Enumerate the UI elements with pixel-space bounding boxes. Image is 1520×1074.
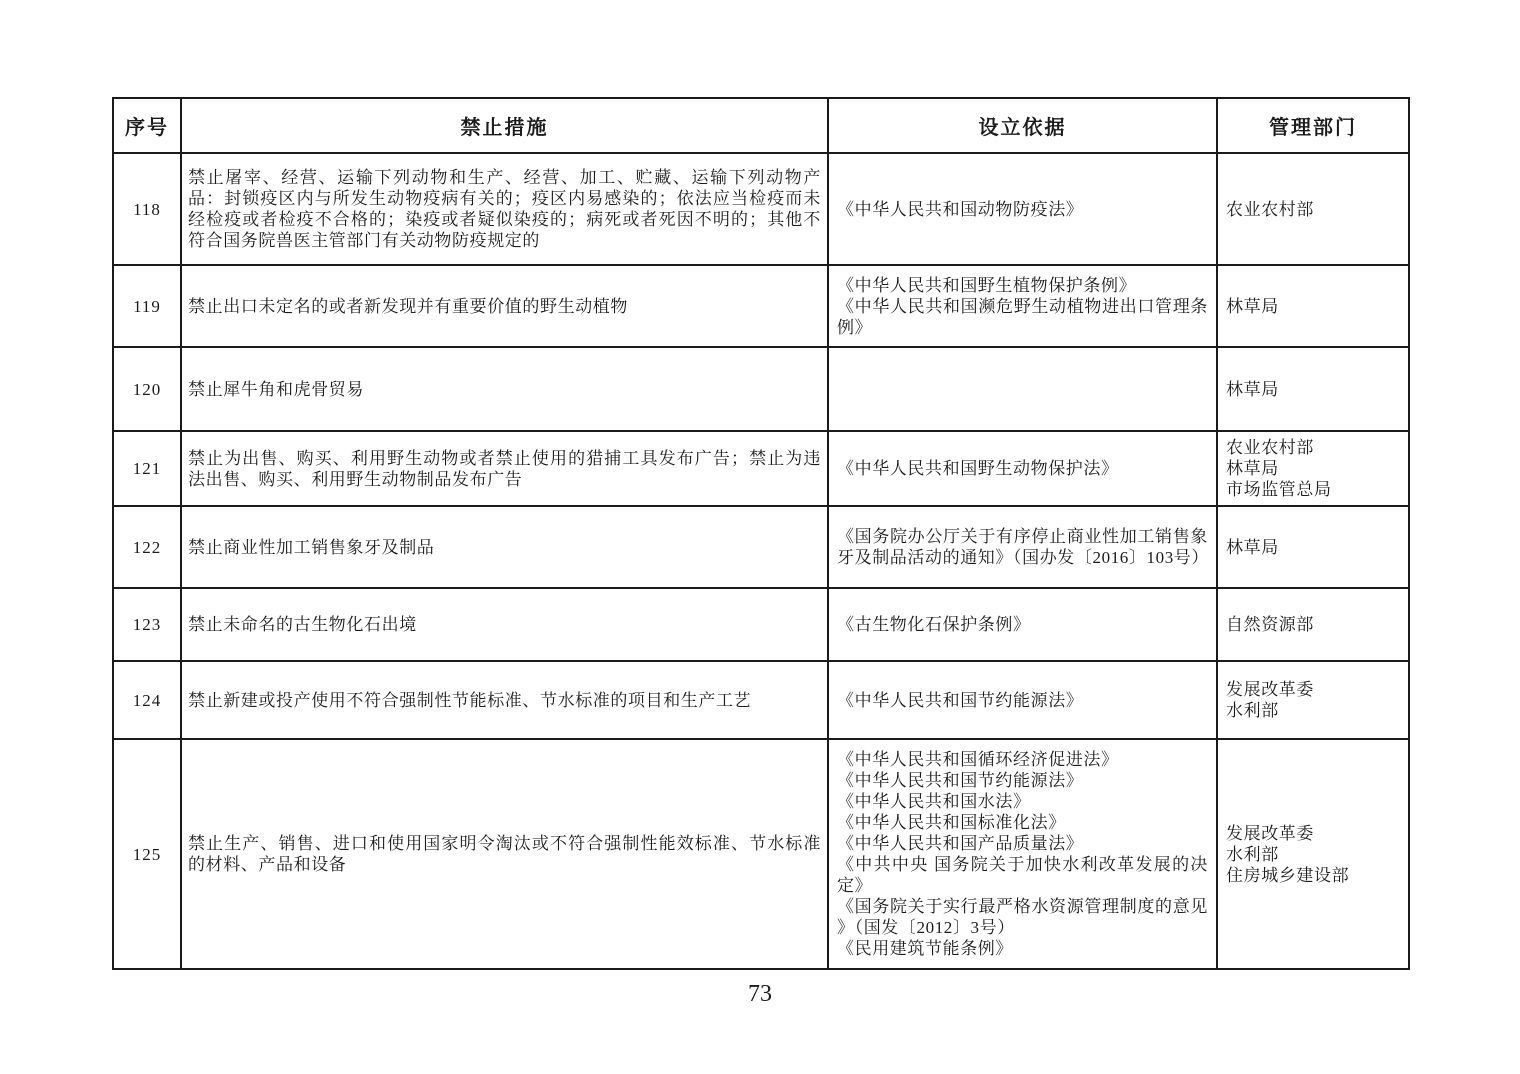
- basis-entry: 《中华人民共和国节约能源法》: [837, 690, 1084, 710]
- row-index: 121: [113, 431, 181, 506]
- basis-entry: 《中华人民共和国野生动物保护法》: [837, 459, 1119, 478]
- basis-entry: 《国务院办公厅关于有序停止商业性加工销售象牙及制品活动的通知》（国办发〔2016〕103号）: [837, 527, 1209, 567]
- row-measure: 禁止出口未定名的或者新发现并有重要价值的野生动植物: [181, 265, 828, 347]
- row-basis: [828, 661, 1217, 739]
- department-entry: 市场监管总局: [1226, 480, 1332, 499]
- row-measure: 禁止新建或投产使用不符合强制性节能标准、节水标准的项目和生产工艺: [181, 661, 828, 739]
- department-entry: 水利部: [1226, 844, 1279, 864]
- row-index: 119: [113, 265, 181, 347]
- basis-entry: 《中华人民共和国动物防疫法》: [837, 199, 1084, 219]
- department-entry: 林草局: [1226, 296, 1279, 316]
- row-basis: [828, 347, 1217, 431]
- table-row: [113, 265, 1409, 347]
- col-header-measure: 禁止措施: [181, 98, 828, 153]
- basis-entry: 《中华人民共和国水法》: [837, 792, 1031, 811]
- department-entry: 农业农村部: [1226, 438, 1314, 457]
- page-number: 73: [748, 981, 772, 1007]
- row-basis: [828, 739, 1217, 969]
- basis-entry: 《中华人民共和国循环经济促进法》: [837, 750, 1119, 769]
- table-row: [113, 153, 1409, 265]
- row-measure: 禁止屠宰、经营、运输下列动物和生产、经营、加工、贮藏、运输下列动物产品：封锁疫区内与所发生动物疫病有关的；疫区内易感染的；依法应当检疫而未经检疫或者检疫不合格的；染疫或者疑似染疫的；病死或者死因不明的；其他不符合国务院兽医主管部门有关动物防疫规定的: [181, 153, 828, 265]
- table-row: [113, 661, 1409, 739]
- table-row: [113, 431, 1409, 506]
- row-measure: 禁止商业性加工销售象牙及制品: [181, 506, 828, 588]
- department-entry: 发展改革委: [1226, 823, 1314, 843]
- basis-entry: 《中华人民共和国标准化法》: [837, 813, 1066, 832]
- department-entry: 农业农村部: [1226, 199, 1314, 219]
- row-departments: [1217, 506, 1409, 588]
- col-header-index: 序号: [113, 98, 181, 153]
- row-departments: [1217, 265, 1409, 347]
- table-row: [113, 588, 1409, 661]
- prohibition-measures-table: [112, 97, 1410, 970]
- department-entry: 发展改革委: [1226, 680, 1314, 699]
- row-measure: 禁止为出售、购买、利用野生动物或者禁止使用的猎捕工具发布广告；禁止为违法出售、购买、利用野生动物制品发布广告: [181, 431, 828, 506]
- basis-entry: 《民用建筑节能条例》: [837, 939, 1013, 958]
- row-departments: [1217, 347, 1409, 431]
- department-entry: 住房城乡建设部: [1226, 865, 1350, 885]
- department-entry: 林草局: [1226, 379, 1279, 399]
- row-index: 123: [113, 588, 181, 661]
- row-departments: [1217, 153, 1409, 265]
- department-entry: 林草局: [1226, 537, 1279, 557]
- row-departments: [1217, 661, 1409, 739]
- basis-entry: 《中共中央 国务院关于加快水利改革发展的决定》: [837, 855, 1208, 895]
- row-index: 120: [113, 347, 181, 431]
- row-basis: [828, 265, 1217, 347]
- basis-entry: 《中华人民共和国产品质量法》: [837, 834, 1084, 853]
- table-body: [113, 153, 1409, 969]
- row-index: 118: [113, 153, 181, 265]
- row-basis: [828, 431, 1217, 506]
- col-header-basis: 设立依据: [828, 98, 1217, 153]
- basis-entry: 《中华人民共和国野生植物保护条例》: [837, 275, 1137, 295]
- row-basis: [828, 153, 1217, 265]
- row-basis: [828, 506, 1217, 588]
- row-departments: [1217, 739, 1409, 969]
- row-basis: [828, 588, 1217, 661]
- basis-entry: 《中华人民共和国节约能源法》: [837, 771, 1084, 790]
- row-departments: [1217, 588, 1409, 661]
- department-entry: 水利部: [1226, 701, 1279, 720]
- table-header-row: [113, 98, 1409, 153]
- row-measure: 禁止未命名的古生物化石出境: [181, 588, 828, 661]
- table-row: [113, 739, 1409, 969]
- basis-entry: 《国务院关于实行最严格水资源管理制度的意见》（国发〔2012〕3号）: [837, 897, 1208, 937]
- department-entry: 林草局: [1226, 459, 1279, 478]
- row-measure: 禁止犀牛角和虎骨贸易: [181, 347, 828, 431]
- table-row: [113, 347, 1409, 431]
- row-measure: 禁止生产、销售、进口和使用国家明令淘汰或不符合强制性能效标准、节水标准的材料、产品和设备: [181, 739, 828, 969]
- table-container: [112, 97, 1410, 970]
- row-departments: [1217, 431, 1409, 506]
- row-index: 124: [113, 661, 181, 739]
- row-index: 122: [113, 506, 181, 588]
- basis-entry: 《中华人民共和国濒危野生动植物进出口管理条例》: [837, 296, 1208, 337]
- row-index: 125: [113, 739, 181, 969]
- basis-entry: 《古生物化石保护条例》: [837, 615, 1031, 634]
- table-row: [113, 506, 1409, 588]
- department-entry: 自然资源部: [1226, 615, 1314, 634]
- col-header-departments: 管理部门: [1217, 98, 1409, 153]
